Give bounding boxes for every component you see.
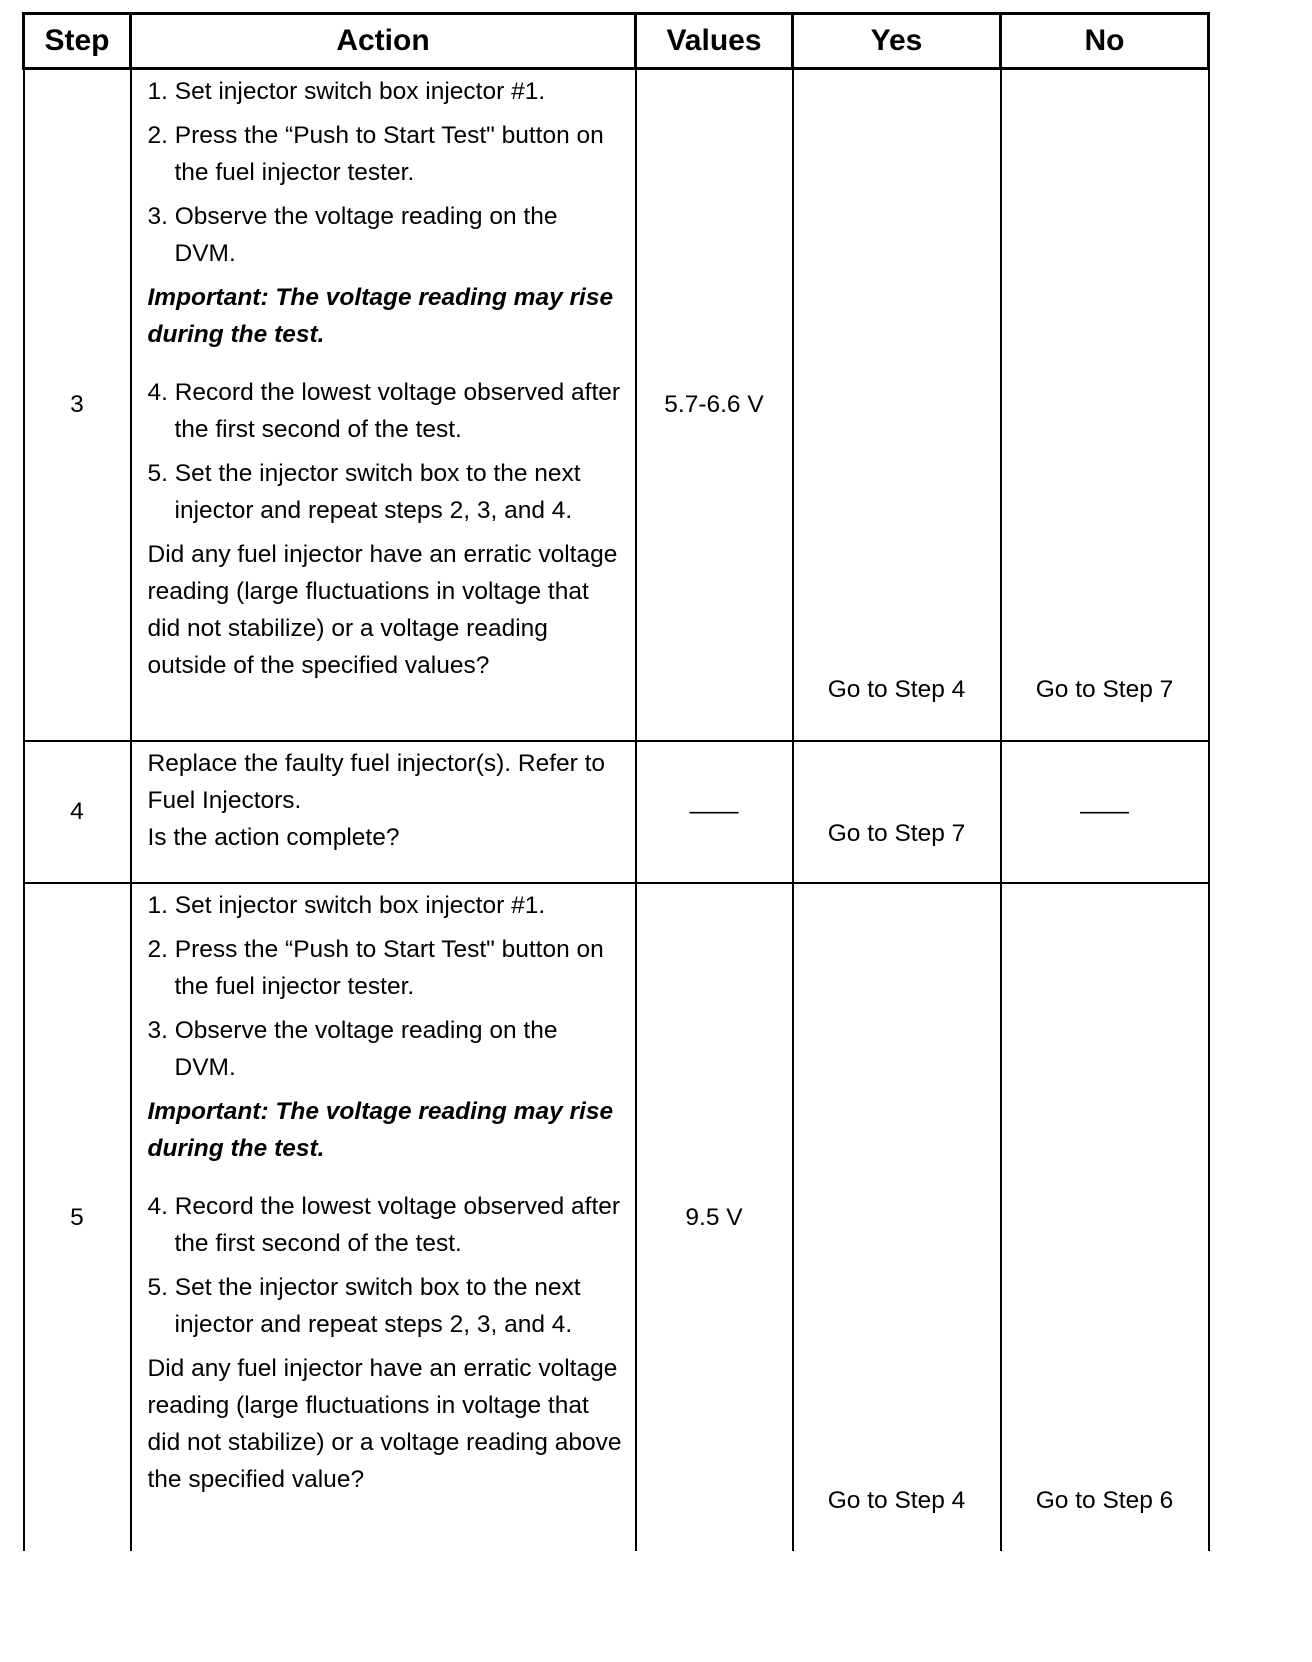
action-item: 5. Set the injector switch box to the next injector and repeat steps 2, 3, and 4.: [147, 1273, 581, 1338]
no-cell: Go to Step 6: [1001, 883, 1209, 1551]
action-line: Replace the faulty fuel injector(s). Refer to Fuel Injectors.: [147, 749, 606, 814]
header-no: No: [1001, 14, 1209, 69]
action-item: 3. Observe the voltage reading on the DVM.: [147, 1016, 558, 1081]
step-number: 5: [24, 883, 131, 1551]
header-row: [24, 14, 1209, 69]
yes-cell: Go to Step 4: [793, 883, 1001, 1551]
action-item: 5. Set the injector switch box to the next injector and repeat steps 2, 3, and 4.: [147, 460, 581, 524]
diagnostic-table: [22, 12, 1210, 1551]
action-question: Did any fuel injector have an erratic voltage reading (large fluctuations in voltage that did not stabilize) or a voltage reading above the specified value?: [147, 1354, 622, 1493]
header-values: Values: [636, 14, 793, 69]
action-question: Is the action complete?: [147, 823, 400, 851]
table-row: [24, 741, 1209, 883]
action-item: 2. Press the “Push to Start Test" button on the fuel injector tester.: [147, 935, 604, 1000]
important-note: Important: The voltage reading may rise during the test.: [147, 1097, 614, 1162]
yes-cell: Go to Step 4: [793, 69, 1001, 741]
yes-cell: Go to Step 7: [793, 741, 1001, 883]
values-cell: 9.5 V: [636, 883, 793, 1551]
table-row: [24, 69, 1209, 741]
action-item: 1. Set injector switch box injector #1.: [147, 78, 546, 105]
header-step: Step: [24, 14, 131, 69]
action-item: 4. Record the lowest voltage observed after the first second of the test.: [147, 379, 621, 443]
important-note: Important: The voltage reading may rise during the test.: [147, 284, 614, 348]
action-cell: [131, 69, 636, 741]
action-item: 4. Record the lowest voltage observed after the first second of the test.: [147, 1192, 621, 1257]
values-cell: ——: [636, 741, 793, 883]
header-action: Action: [131, 14, 636, 69]
action-cell: [131, 883, 636, 1551]
action-item: 1. Set injector switch box injector #1.: [147, 891, 546, 919]
values-cell: 5.7-6.6 V: [636, 69, 793, 741]
action-cell: [131, 741, 636, 883]
action-item: 3. Observe the voltage reading on the DVM.: [147, 203, 558, 267]
action-item: 2. Press the “Push to Start Test" button on the fuel injector tester.: [147, 122, 604, 186]
table-row: [24, 883, 1209, 1551]
no-cell: Go to Step 7: [1001, 69, 1209, 741]
step-number: 3: [24, 69, 131, 741]
no-cell: ——: [1001, 741, 1209, 883]
header-yes: Yes: [793, 14, 1001, 69]
step-number: 4: [24, 741, 131, 883]
action-question: Did any fuel injector have an erratic voltage reading (large fluctuations in voltage that did not stabilize) or a voltage reading outside of the specified values?: [147, 541, 618, 679]
